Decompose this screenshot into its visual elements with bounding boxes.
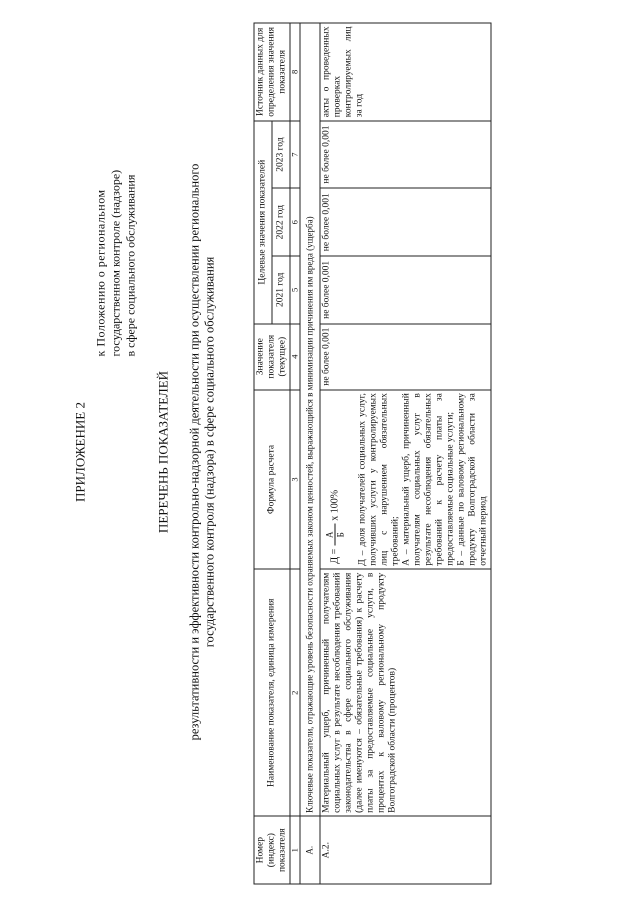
header-year: 2022 год [272,188,290,256]
subtitle-line: результативности и эффективности контрольно-надзорной деятельности при осуществлении регионального [187,163,202,741]
table-row [320,23,491,884]
header-name: Наименование показателя, единица измерения [254,569,290,816]
header-year: 2023 год [272,121,290,189]
target-2021: не более 0,001 [320,256,491,324]
formula-denominator: Б [335,532,346,538]
reference-line: государственном контроле (надзоре) [108,169,123,357]
column-number: 7 [290,121,300,189]
document-title: ПЕРЕЧЕНЬ ПОКАЗАТЕЛЕЙ [155,370,171,534]
header-value: Значение показателя (текущее) [254,324,290,390]
formula-numerator: А [324,531,335,538]
section-index: А. [300,816,320,884]
column-number: 1 [290,816,300,884]
column-number: 8 [290,23,300,121]
formula-cell [320,390,491,570]
column-number: 3 [290,390,300,570]
row-index: А.2. [320,816,491,884]
formula-definition-b: Б – данные по валовому региональному продукту Волгоградской области за отчетный период [456,393,489,566]
section-text: Ключевые показатели, отражающие уровень безопасности охраняемых законом ценностей, выражающийся в минимизации причинения им вреда (ущерба) [300,23,320,816]
reference-line: в сфере социального обслуживания [123,174,138,357]
header-targets: Целевые значения показателей [254,121,272,324]
section-row [300,23,320,884]
current-value: не более 0,001 [320,324,491,390]
column-number: 4 [290,324,300,390]
formula-fraction [325,524,346,546]
regulation-reference [94,22,139,357]
target-2023: не более 0,001 [320,121,491,189]
header-formula: Формула расчета [254,390,290,570]
column-number: 6 [290,188,300,256]
formula-lhs: Д = [329,548,341,564]
data-source: акты о проведенных проверках контролируемых лиц за год [320,23,491,121]
column-number: 2 [290,569,300,816]
reference-line: к Положению о региональном [93,189,108,357]
column-number: 5 [290,256,300,324]
subtitle-line: государственного контроля (надзора) в сфере социального обслуживания [202,256,217,648]
header-index: Номер (индекс) показателя [254,816,290,884]
appendix-title: ПРИЛОЖЕНИЕ 2 [72,402,88,502]
formula-definition-d: Д – доля получателей социальных услуг, получивших услуги у контролируемых лиц с нарушением обязательных требований; [357,393,401,566]
header-source: Источник данных для определения значения показателя [254,23,290,121]
header-year: 2021 год [272,256,290,324]
indicators-table [254,23,492,885]
formula-expression [325,393,346,564]
target-2022: не более 0,001 [320,188,491,256]
formula-rhs: x 100% [329,489,341,521]
document-subtitle [188,40,218,865]
formula-definition-a: А – материальный ущерб, причиненный получателям социальных услуг в результате несоблюдения обязательных требований к расчету платы за предоставляемые социальные услуги; [401,393,456,566]
document-page [1,0,640,905]
indicator-name: Материальный ущерб, причиненный получателям социальных услуг в результате несоблюдения требований законодательства в сфере социального обслуживания (далее именуются – обязательные требования) к расчету платы за предоставляемые социальные услуги, в процентах к валовому региональному продукту Волгоградской области (процентов) [320,569,491,816]
